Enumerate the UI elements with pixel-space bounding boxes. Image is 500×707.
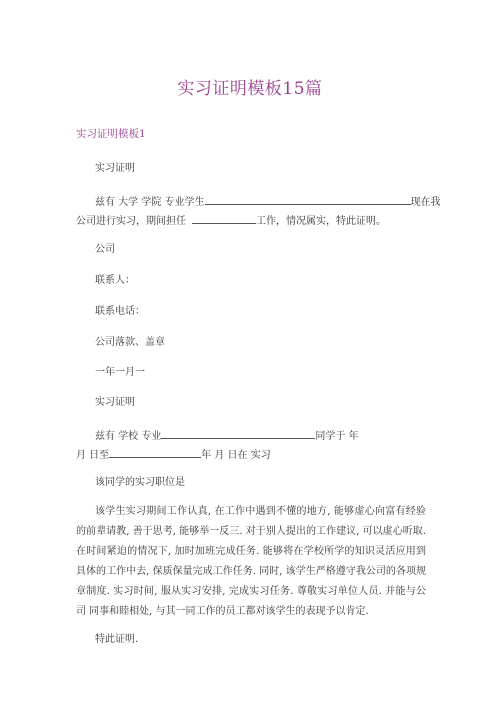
cert2-heading: 实习证明 xyxy=(95,397,135,408)
cert1-line1 xyxy=(95,193,441,210)
cert1-date: 一年一月一 xyxy=(95,367,145,378)
document-title: 实习证明模板15篇 xyxy=(177,79,323,99)
cert1-company: 公司 xyxy=(95,244,115,255)
cert2-line1-text-b: 同学于 年 xyxy=(315,431,359,442)
cert2-closing: 特此证明. xyxy=(95,634,139,645)
cert1-line1-text-b: 现在我 xyxy=(410,197,441,208)
cert1-line2-text-b: 工作，情况属实，特此证明。 xyxy=(256,216,386,227)
cert2-line2 xyxy=(76,446,271,463)
cert2-line2-text-a: 月 日至 xyxy=(76,450,110,461)
cert2-line1 xyxy=(95,427,359,444)
cert2-body-paragraph: 该学生实习期间工作认真, 在工作中遇到不懂的地方, 能够虚心向富有经验 的前辈请教, 善于思考, 能够举一反三. 对于别人提出的工作建议, 可以虚心听取. 在时间紧迫的情况下, 加时加班完成任务. 能够将在学校所学的知识灵活应用到 具体的工作中去, 保质保量完成工作任务. 同时, 该学生严格遵守我公司的各项规 章制度. 实习时间, 服从实习安排, 完成实习任务. 尊敬实习单位人员. 并能与公司 同事和睦相处, 与其一同工作的员工都对该学生的表现予以肯定. xyxy=(76,506,426,617)
cert2-line1-text-a: 兹有 学校 专业 xyxy=(95,431,162,442)
cert1-contact: 联系人： xyxy=(95,275,135,286)
cert1-line2 xyxy=(76,212,386,229)
cert1-heading: 实习证明 xyxy=(95,163,135,174)
cert1-line2-text-a: 公司进行实习，期间担任 xyxy=(76,216,186,227)
cert1-line1-text-a: 兹有 大学 学院 专业学生 xyxy=(95,197,205,208)
cert1-seal: 公司落款、盖章 xyxy=(95,337,165,348)
cert1-blank-position xyxy=(192,212,256,224)
cert2-position-line: 该同学的实习职位是 xyxy=(95,477,185,488)
cert2-blank-name xyxy=(161,427,315,439)
cert2-blank-date xyxy=(109,446,201,458)
cert1-phone: 联系电话： xyxy=(95,306,145,317)
section-heading: 实习证明模板1 xyxy=(76,128,146,140)
cert2-line2-text-b: 年 月 日在 实习 xyxy=(201,450,271,461)
cert1-blank-name xyxy=(205,193,411,205)
